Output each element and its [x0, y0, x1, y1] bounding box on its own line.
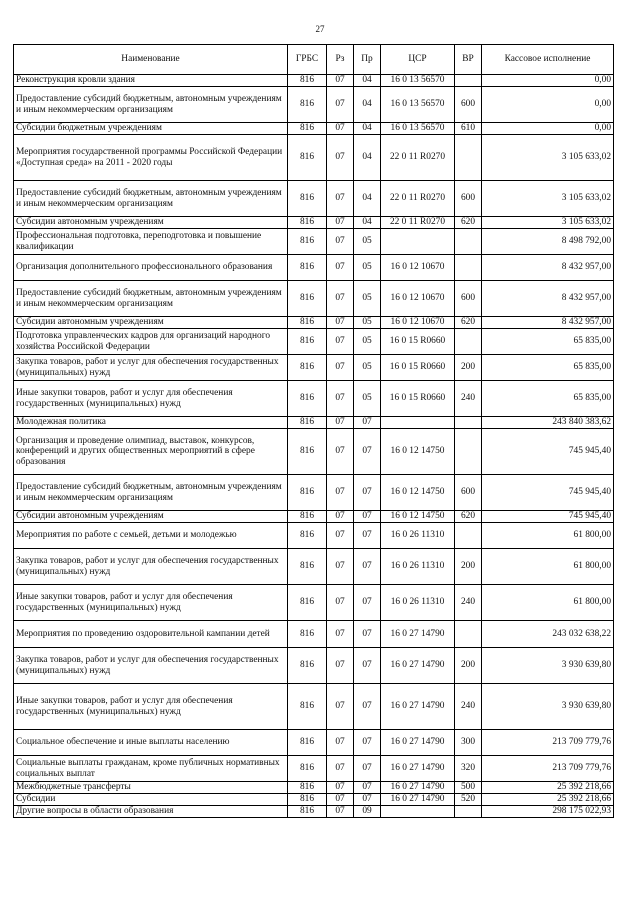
cell-csr: 16 0 12 10670 — [381, 281, 455, 317]
cell-pr: 04 — [354, 123, 381, 135]
cell-rz: 07 — [327, 87, 354, 123]
cell-grbs: 816 — [288, 523, 327, 549]
cell-vr: 500 — [455, 782, 482, 794]
cell-amount: 61 800,00 — [482, 549, 614, 585]
cell-vr — [455, 135, 482, 181]
table-row — [14, 684, 614, 730]
header-name: Наименование — [14, 45, 288, 75]
cell-csr: 16 0 26 11310 — [381, 523, 455, 549]
cell-amount: 61 800,00 — [482, 585, 614, 621]
cell-csr: 16 0 13 56570 — [381, 123, 455, 135]
cell-grbs: 816 — [288, 87, 327, 123]
header-amount: Кассовое исполнение — [482, 45, 614, 75]
cell-csr: 16 0 15 R0660 — [381, 381, 455, 417]
cell-name: Мероприятия государственной программы Российской Федерации «Доступная среда» на 2011 - 2020 годы — [14, 135, 288, 181]
cell-vr: 200 — [455, 549, 482, 585]
cell-name: Иные закупки товаров, работ и услуг для обеспечения государственных (муниципальных) нужд — [14, 684, 288, 730]
cell-name: Иные закупки товаров, работ и услуг для обеспечения государственных (муниципальных) нужд — [14, 381, 288, 417]
cell-pr: 04 — [354, 135, 381, 181]
budget-execution-table — [13, 44, 614, 818]
cell-grbs: 816 — [288, 648, 327, 684]
cell-name: Социальные выплаты гражданам, кроме публичных нормативных социальных выплат — [14, 756, 288, 782]
cell-name: Субсидии автономным учреждениям — [14, 317, 288, 329]
cell-vr: 620 — [455, 217, 482, 229]
cell-amount: 25 392 218,66 — [482, 794, 614, 806]
cell-rz: 07 — [327, 585, 354, 621]
header-vr: ВР — [455, 45, 482, 75]
cell-amount: 0,00 — [482, 75, 614, 87]
header-pr: Пр — [354, 45, 381, 75]
table-row — [14, 794, 614, 806]
cell-vr — [455, 621, 482, 648]
cell-name: Субсидии автономным учреждениям — [14, 217, 288, 229]
table-row — [14, 429, 614, 475]
cell-name: Организация дополнительного профессионального образования — [14, 255, 288, 281]
cell-pr: 07 — [354, 429, 381, 475]
cell-name: Мероприятия по проведению оздоровительной кампании детей — [14, 621, 288, 648]
cell-rz: 07 — [327, 255, 354, 281]
cell-name: Предоставление субсидий бюджетным, автономным учреждениям и иным некоммерческим организациям — [14, 87, 288, 123]
cell-pr: 05 — [354, 255, 381, 281]
cell-amount: 8 432 957,00 — [482, 255, 614, 281]
cell-pr: 05 — [354, 381, 381, 417]
cell-name: Другие вопросы в области образования — [14, 806, 288, 818]
cell-csr: 16 0 27 14790 — [381, 794, 455, 806]
cell-amount: 745 945,40 — [482, 475, 614, 511]
cell-csr — [381, 806, 455, 818]
cell-pr: 07 — [354, 417, 381, 429]
table-row — [14, 217, 614, 229]
cell-csr: 16 0 26 11310 — [381, 549, 455, 585]
cell-grbs: 816 — [288, 217, 327, 229]
cell-rz: 07 — [327, 217, 354, 229]
cell-name: Реконструкция кровли здания — [14, 75, 288, 87]
cell-rz: 07 — [327, 417, 354, 429]
cell-vr: 600 — [455, 281, 482, 317]
table-body — [14, 75, 614, 818]
cell-amount: 25 392 218,66 — [482, 782, 614, 794]
cell-rz: 07 — [327, 329, 354, 355]
cell-csr: 16 0 26 11310 — [381, 585, 455, 621]
cell-amount: 298 175 022,93 — [482, 806, 614, 818]
table-row — [14, 317, 614, 329]
cell-rz: 07 — [327, 794, 354, 806]
cell-pr: 05 — [354, 317, 381, 329]
cell-pr: 04 — [354, 75, 381, 87]
cell-grbs: 816 — [288, 317, 327, 329]
table-row — [14, 523, 614, 549]
cell-amount: 61 800,00 — [482, 523, 614, 549]
cell-rz: 07 — [327, 782, 354, 794]
cell-csr: 16 0 12 14750 — [381, 429, 455, 475]
cell-rz: 07 — [327, 75, 354, 87]
cell-pr: 05 — [354, 329, 381, 355]
cell-grbs: 816 — [288, 429, 327, 475]
cell-grbs: 816 — [288, 684, 327, 730]
cell-grbs: 816 — [288, 255, 327, 281]
cell-grbs: 816 — [288, 511, 327, 523]
table-row — [14, 475, 614, 511]
cell-name: Субсидии — [14, 794, 288, 806]
page-number: 27 — [315, 24, 325, 34]
cell-pr: 07 — [354, 585, 381, 621]
cell-amount: 745 945,40 — [482, 429, 614, 475]
cell-grbs: 816 — [288, 355, 327, 381]
cell-vr — [455, 229, 482, 255]
cell-vr — [455, 429, 482, 475]
cell-csr: 22 0 11 R0270 — [381, 217, 455, 229]
header-grbs: ГРБС — [288, 45, 327, 75]
cell-pr: 07 — [354, 730, 381, 756]
cell-vr: 600 — [455, 87, 482, 123]
cell-name: Субсидии бюджетным учреждениям — [14, 123, 288, 135]
cell-name: Мероприятия по работе с семьей, детьми и молодежью — [14, 523, 288, 549]
cell-vr: 240 — [455, 684, 482, 730]
cell-rz: 07 — [327, 523, 354, 549]
cell-csr: 16 0 27 14790 — [381, 756, 455, 782]
cell-pr: 04 — [354, 181, 381, 217]
cell-rz: 07 — [327, 806, 354, 818]
cell-vr — [455, 523, 482, 549]
cell-vr: 300 — [455, 730, 482, 756]
table-row — [14, 585, 614, 621]
cell-vr — [455, 75, 482, 87]
cell-csr — [381, 229, 455, 255]
cell-amount: 213 709 779,76 — [482, 730, 614, 756]
cell-pr: 07 — [354, 756, 381, 782]
table-row — [14, 730, 614, 756]
cell-name: Предоставление субсидий бюджетным, автономным учреждениям и иным некоммерческим организациям — [14, 181, 288, 217]
cell-vr: 610 — [455, 123, 482, 135]
cell-name: Субсидии автономным учреждениям — [14, 511, 288, 523]
cell-name: Закупка товаров, работ и услуг для обеспечения государственных (муниципальных) нужд — [14, 648, 288, 684]
cell-vr — [455, 255, 482, 281]
cell-pr: 07 — [354, 794, 381, 806]
cell-amount: 8 432 957,00 — [482, 281, 614, 317]
cell-csr: 16 0 27 14790 — [381, 730, 455, 756]
cell-name: Профессиональная подготовка, переподготовка и повышение квалификации — [14, 229, 288, 255]
cell-amount: 3 105 633,02 — [482, 217, 614, 229]
cell-amount: 3 105 633,02 — [482, 135, 614, 181]
cell-rz: 07 — [327, 181, 354, 217]
cell-pr: 09 — [354, 806, 381, 818]
cell-rz: 07 — [327, 756, 354, 782]
cell-amount: 65 835,00 — [482, 329, 614, 355]
cell-csr: 16 0 13 56570 — [381, 75, 455, 87]
cell-amount: 243 840 383,62 — [482, 417, 614, 429]
header-rz: Рз — [327, 45, 354, 75]
cell-vr: 600 — [455, 181, 482, 217]
cell-grbs: 816 — [288, 794, 327, 806]
table-row — [14, 75, 614, 87]
cell-rz: 07 — [327, 648, 354, 684]
cell-grbs: 816 — [288, 549, 327, 585]
cell-csr — [381, 417, 455, 429]
cell-csr: 16 0 12 10670 — [381, 317, 455, 329]
table-row — [14, 255, 614, 281]
cell-csr: 22 0 11 R0270 — [381, 135, 455, 181]
cell-name: Социальное обеспечение и иные выплаты населению — [14, 730, 288, 756]
cell-pr: 05 — [354, 229, 381, 255]
cell-grbs: 816 — [288, 806, 327, 818]
cell-grbs: 816 — [288, 281, 327, 317]
cell-name: Подготовка управленческих кадров для организаций народного хозяйства Российской Федерации — [14, 329, 288, 355]
table-row — [14, 806, 614, 818]
cell-vr: 200 — [455, 648, 482, 684]
cell-pr: 07 — [354, 782, 381, 794]
table-row — [14, 281, 614, 317]
cell-csr: 16 0 13 56570 — [381, 87, 455, 123]
table-row — [14, 511, 614, 523]
cell-rz: 07 — [327, 549, 354, 585]
cell-grbs: 816 — [288, 782, 327, 794]
cell-pr: 07 — [354, 549, 381, 585]
cell-grbs: 816 — [288, 756, 327, 782]
cell-grbs: 816 — [288, 181, 327, 217]
cell-pr: 04 — [354, 87, 381, 123]
cell-vr: 200 — [455, 355, 482, 381]
cell-pr: 05 — [354, 355, 381, 381]
cell-rz: 07 — [327, 281, 354, 317]
header-csr: ЦСР — [381, 45, 455, 75]
table-row — [14, 782, 614, 794]
cell-grbs: 816 — [288, 329, 327, 355]
cell-pr: 07 — [354, 511, 381, 523]
cell-name: Молодежная политика — [14, 417, 288, 429]
cell-pr: 07 — [354, 475, 381, 511]
table-row — [14, 123, 614, 135]
cell-pr: 05 — [354, 281, 381, 317]
cell-grbs: 816 — [288, 621, 327, 648]
cell-csr: 16 0 27 14790 — [381, 782, 455, 794]
cell-grbs: 816 — [288, 135, 327, 181]
cell-name: Закупка товаров, работ и услуг для обеспечения государственных (муниципальных) нужд — [14, 355, 288, 381]
cell-csr: 16 0 12 14750 — [381, 511, 455, 523]
cell-vr — [455, 806, 482, 818]
cell-rz: 07 — [327, 135, 354, 181]
cell-pr: 07 — [354, 621, 381, 648]
cell-vr: 320 — [455, 756, 482, 782]
table-row — [14, 355, 614, 381]
table-row — [14, 549, 614, 585]
cell-amount: 3 105 633,02 — [482, 181, 614, 217]
cell-rz: 07 — [327, 317, 354, 329]
cell-vr: 620 — [455, 317, 482, 329]
cell-vr — [455, 417, 482, 429]
cell-vr: 600 — [455, 475, 482, 511]
cell-vr — [455, 329, 482, 355]
cell-amount: 745 945,40 — [482, 511, 614, 523]
cell-csr: 16 0 27 14790 — [381, 621, 455, 648]
cell-grbs: 816 — [288, 475, 327, 511]
cell-csr: 16 0 27 14790 — [381, 684, 455, 730]
cell-vr: 240 — [455, 381, 482, 417]
cell-amount: 65 835,00 — [482, 381, 614, 417]
table-row — [14, 229, 614, 255]
table-row — [14, 181, 614, 217]
cell-grbs: 816 — [288, 229, 327, 255]
table-row — [14, 417, 614, 429]
cell-csr: 16 0 15 R0660 — [381, 329, 455, 355]
cell-rz: 07 — [327, 475, 354, 511]
cell-rz: 07 — [327, 381, 354, 417]
cell-amount: 3 930 639,80 — [482, 684, 614, 730]
cell-pr: 07 — [354, 523, 381, 549]
cell-name: Организация и проведение олимпиад, выставок, конкурсов, конференций и других общественных мероприятий в сфере образования — [14, 429, 288, 475]
cell-name: Межбюджетные трансферты — [14, 782, 288, 794]
table-row — [14, 648, 614, 684]
cell-grbs: 816 — [288, 585, 327, 621]
cell-grbs: 816 — [288, 381, 327, 417]
cell-pr: 07 — [354, 684, 381, 730]
cell-amount: 8 498 792,00 — [482, 229, 614, 255]
cell-amount: 0,00 — [482, 123, 614, 135]
cell-vr: 620 — [455, 511, 482, 523]
table-header-row — [14, 45, 614, 75]
cell-amount: 0,00 — [482, 87, 614, 123]
cell-rz: 07 — [327, 511, 354, 523]
table-row — [14, 756, 614, 782]
cell-grbs: 816 — [288, 730, 327, 756]
cell-amount: 243 032 638,22 — [482, 621, 614, 648]
table-row — [14, 381, 614, 417]
cell-csr: 22 0 11 R0270 — [381, 181, 455, 217]
cell-amount: 213 709 779,76 — [482, 756, 614, 782]
cell-rz: 07 — [327, 123, 354, 135]
cell-amount: 3 930 639,80 — [482, 648, 614, 684]
cell-amount: 65 835,00 — [482, 355, 614, 381]
cell-rz: 07 — [327, 229, 354, 255]
cell-name: Предоставление субсидий бюджетным, автономным учреждениям и иным некоммерческим организациям — [14, 475, 288, 511]
cell-grbs: 816 — [288, 75, 327, 87]
cell-csr: 16 0 27 14790 — [381, 648, 455, 684]
cell-pr: 07 — [354, 648, 381, 684]
cell-rz: 07 — [327, 730, 354, 756]
table-row — [14, 621, 614, 648]
cell-vr: 520 — [455, 794, 482, 806]
table-row — [14, 329, 614, 355]
cell-rz: 07 — [327, 355, 354, 381]
cell-amount: 8 432 957,00 — [482, 317, 614, 329]
cell-name: Предоставление субсидий бюджетным, автономным учреждениям и иным некоммерческим организациям — [14, 281, 288, 317]
cell-grbs: 816 — [288, 417, 327, 429]
cell-csr: 16 0 12 14750 — [381, 475, 455, 511]
cell-name: Иные закупки товаров, работ и услуг для обеспечения государственных (муниципальных) нужд — [14, 585, 288, 621]
cell-name: Закупка товаров, работ и услуг для обеспечения государственных (муниципальных) нужд — [14, 549, 288, 585]
cell-csr: 16 0 15 R0660 — [381, 355, 455, 381]
cell-vr: 240 — [455, 585, 482, 621]
cell-csr: 16 0 12 10670 — [381, 255, 455, 281]
table-row — [14, 87, 614, 123]
cell-rz: 07 — [327, 429, 354, 475]
table-row — [14, 135, 614, 181]
cell-rz: 07 — [327, 684, 354, 730]
cell-rz: 07 — [327, 621, 354, 648]
cell-grbs: 816 — [288, 123, 327, 135]
cell-pr: 04 — [354, 217, 381, 229]
